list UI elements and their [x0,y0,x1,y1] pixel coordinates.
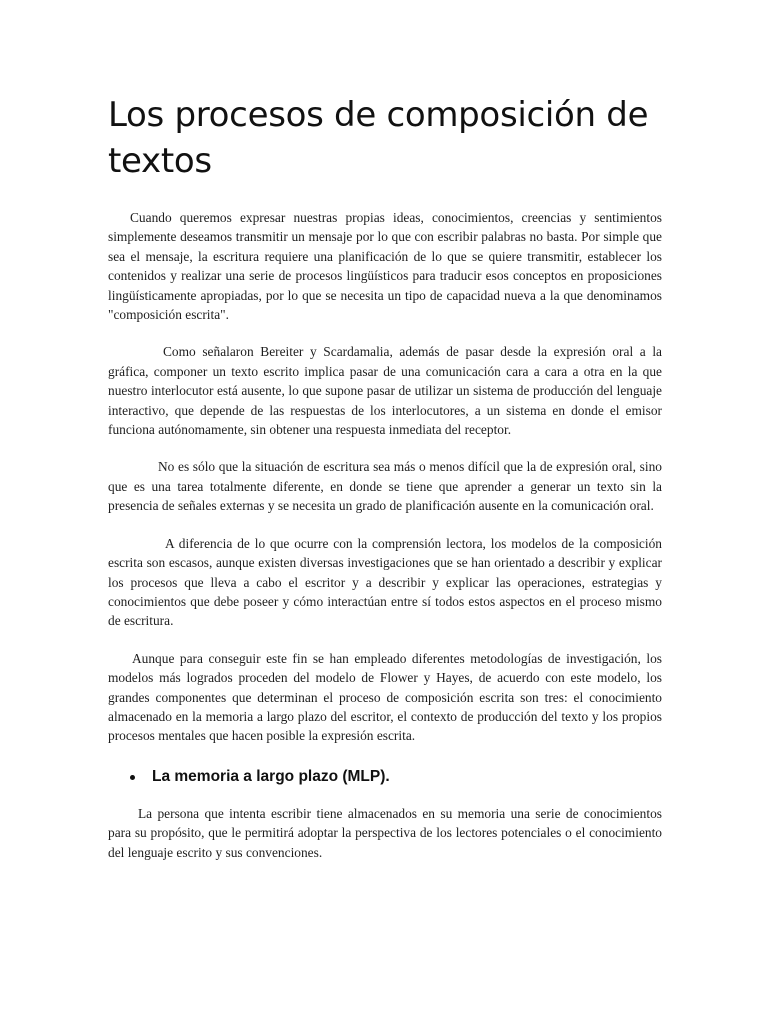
paragraph-3: No es sólo que la situación de escritura sea más o menos difícil que la de expresión oral, sino que es una tarea totalmente diferente, en donde se tiene que aprender a generar un texto sin la presencia de señales externas y se necesita un grado de planificación ausente en la comunicación oral. [108,459,662,514]
closing-paragraph: La persona que intenta escribir tiene almacenados en su memoria una serie de conocimientos para su propósito, que le permitirá adoptar la perspectiva de los lectores potenciales o el conocimiento del lenguaje escrito y sus convenciones. [108,805,662,860]
bullet-item-text: La memoria a largo plazo (MLP). [152,767,390,785]
paragraph-1: Cuando queremos expresar nuestras propias ideas, conocimientos, creencias y sentimientos simplemente deseamos transmitir un mensaje por lo que con escribir palabras no basta. Por simple que sea el mensaje, la escritura requiere una planificación de lo que se quiere transmitir, establecer los contenidos y realizar una serie de procesos lingüísticos para traducir esos conceptos en proposiciones lingüísticamente apropiadas, por lo que se necesita un tipo de capacidad nueva a la que denominamos "composición escrita". [108,210,662,323]
bullet-item [108,764,662,790]
document-title: Los procesos de composición de textos [108,95,649,181]
bullet-list [108,764,662,790]
bullet-dot-icon [130,775,135,780]
paragraph-5: Aunque para conseguir este fin se han empleado diferentes metodologías de investigación, los modelos más logrados proceden del modelo de Flower y Hayes, de acuerdo con este modelo, los grandes componentes que determinan el proceso de composición escrita son tres: el conocimiento almacenado en la memoria a largo plazo del escritor, el contexto de producción del texto y los propios procesos mentales que hacen posible la expresión escrita. [108,650,662,744]
paragraph-2: Como señalaron Bereiter y Scardamalia, además de pasar desde la expresión oral a la gráfica, componer un texto escrito implica pasar de una comunicación cara a cara a otra en la que nuestro interlocutor está ausente, lo que supone pasar de utilizar un sistema de producción del lenguaje interactivo, que depende de las respuestas de los interlocutores, a un sistema en donde el emisor funciona autónomamente, sin obtener una respuesta inmediata del receptor. [108,344,662,438]
document-page [108,92,662,880]
paragraph-4: A diferencia de lo que ocurre con la comprensión lectora, los modelos de la composición escrita son escasos, aunque existen diversas investigaciones que se han orientado a describir y explicar los procesos que lleva a cabo el escritor y a describir y explicar las operaciones, estrategias y conocimientos que debe poseer y cómo interactúan entre sí todos estos aspectos en el proceso mismo de escritura. [108,535,662,629]
